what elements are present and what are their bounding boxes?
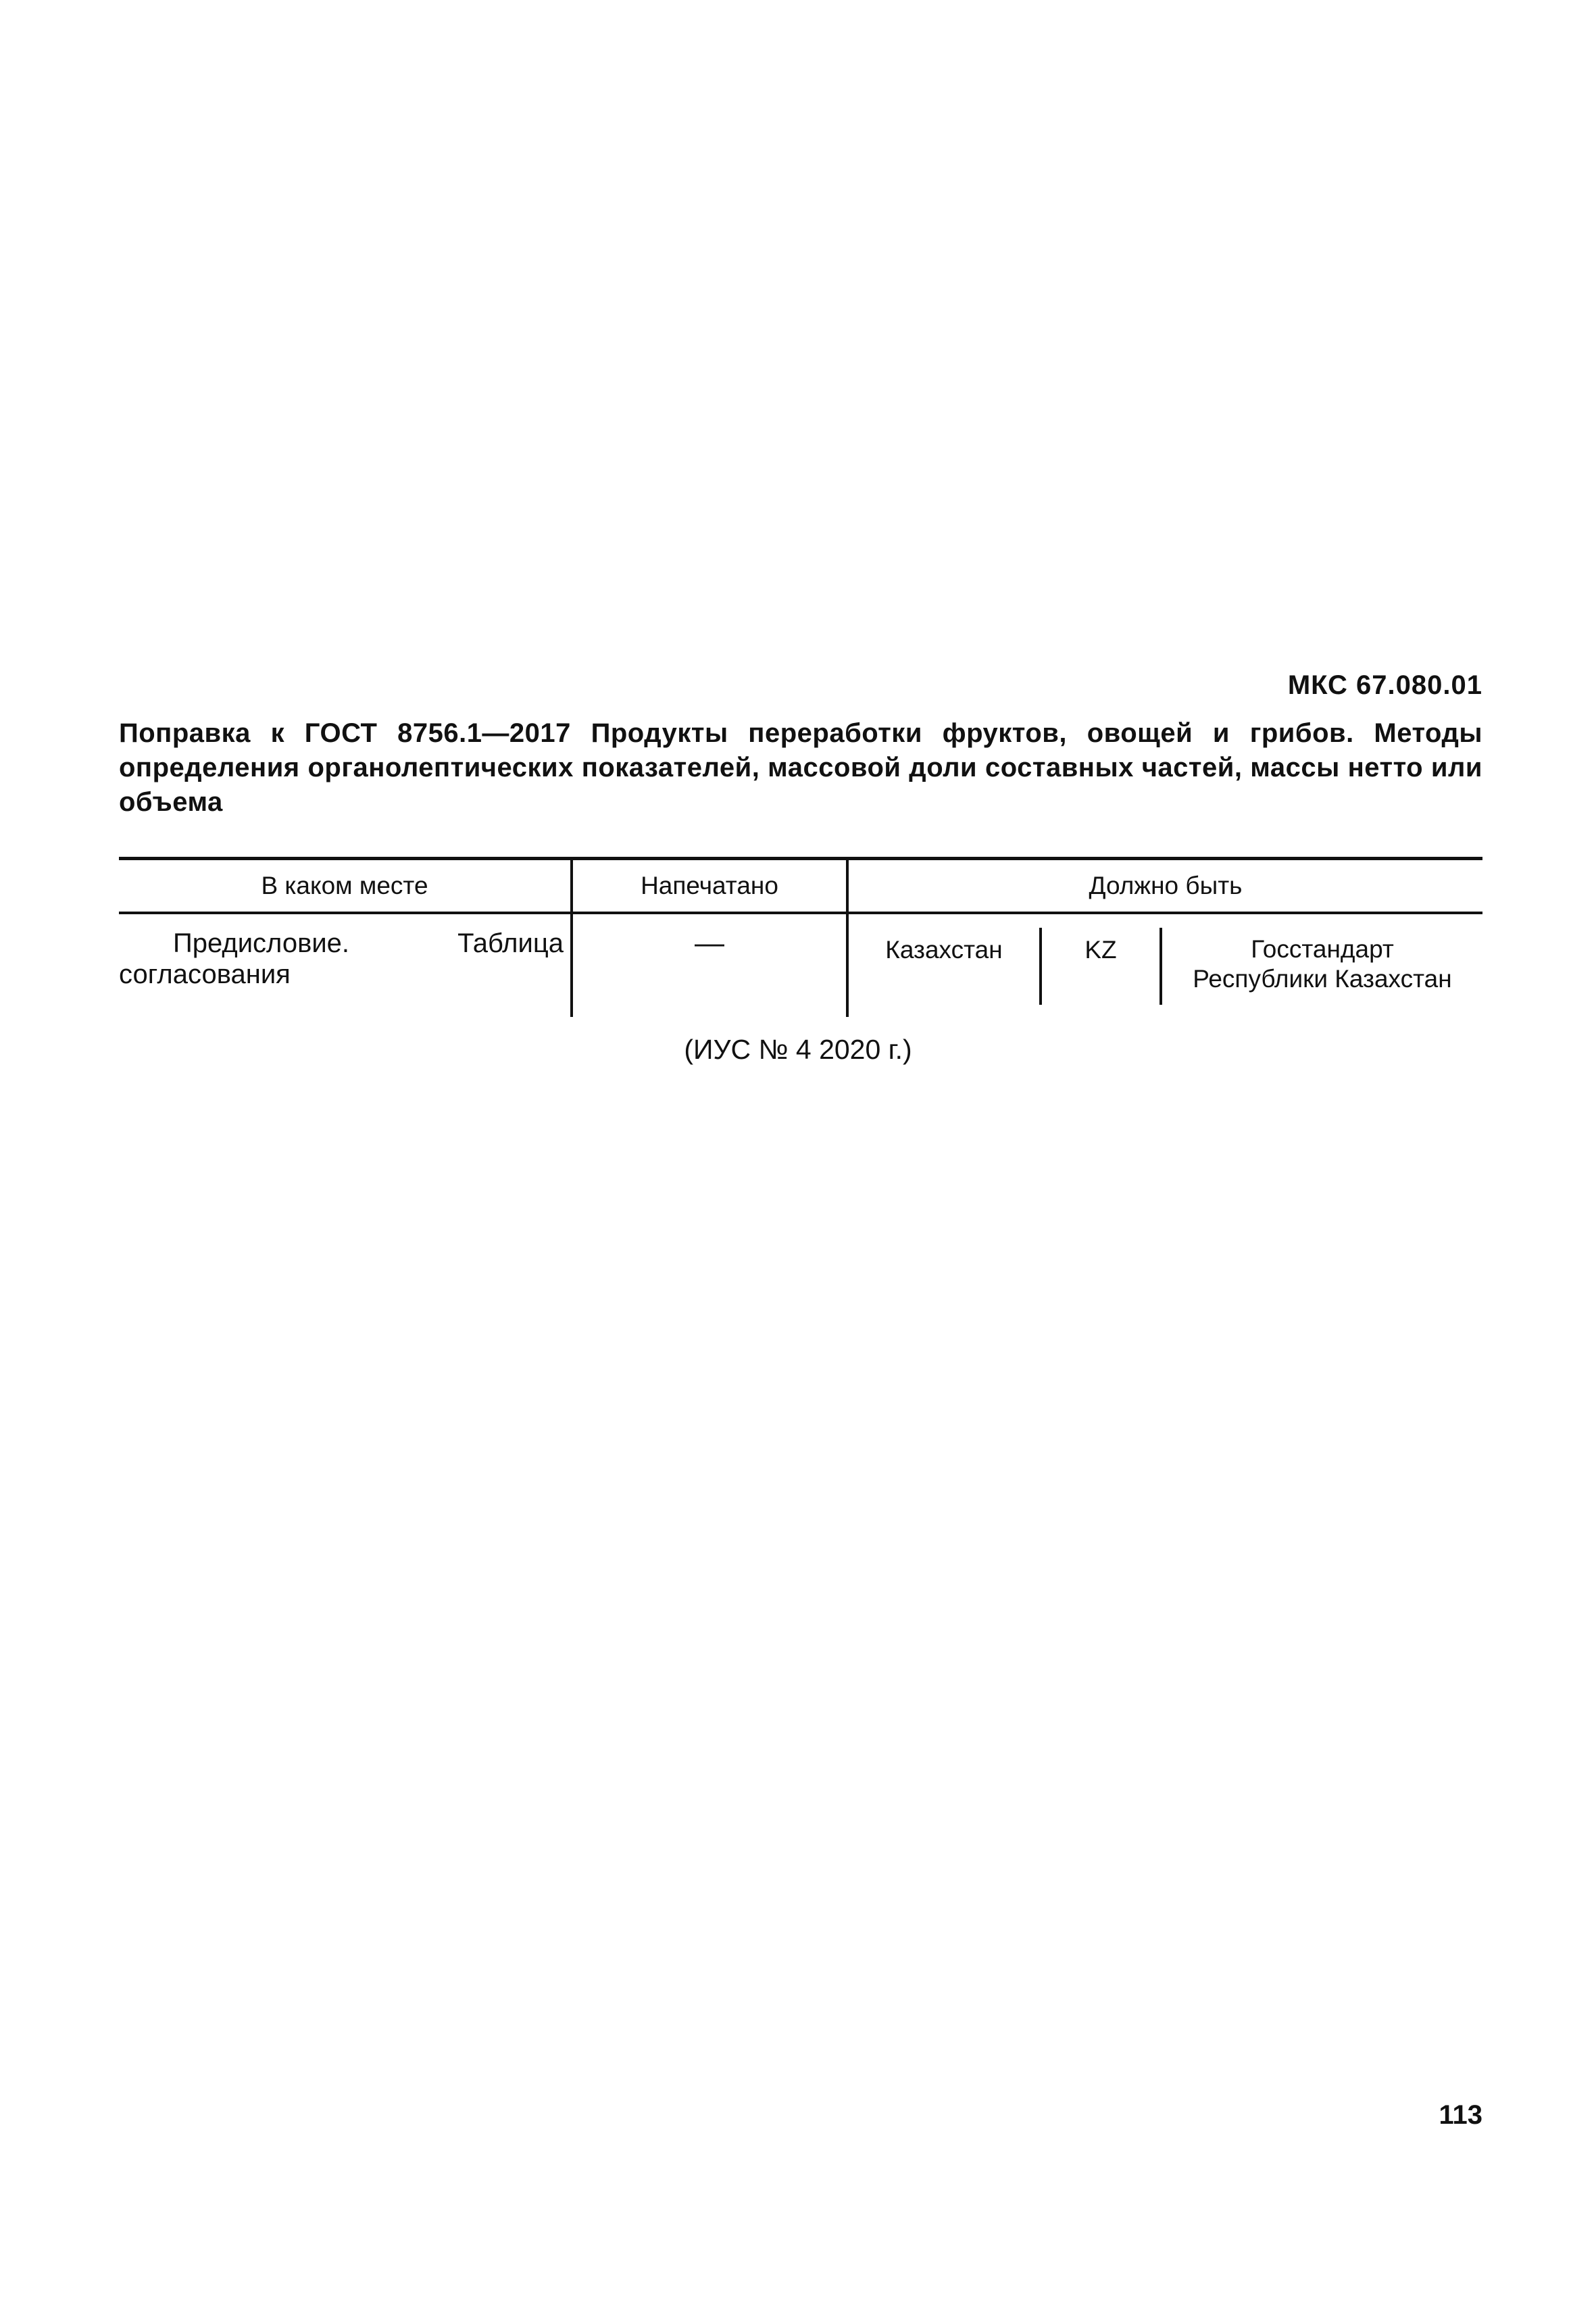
- column-header-where: В каком месте: [119, 859, 572, 914]
- should-be-group: [849, 928, 1482, 1005]
- cell-printed: —: [572, 913, 847, 1017]
- mks-code: МКС 67.080.01: [1287, 670, 1482, 700]
- cell-where: [119, 913, 572, 1017]
- country-name: Казахстан: [885, 936, 1003, 964]
- standards-body-line1: Госстандарт: [1251, 935, 1394, 963]
- where-text: Предисловие. Таблица согласования: [119, 928, 564, 989]
- page-number: 113: [1439, 2100, 1482, 2130]
- document-title: Поправка к ГОСТ 8756.1—2017 Продукты переработки фруктов, овощей и грибов. Методы определения органолептических показателей, массовой доли составных частей, массы нетто или объема: [119, 718, 1482, 817]
- amendment-table: [119, 857, 1482, 1017]
- column-header-should-be: Должно быть: [847, 859, 1482, 914]
- table-row: [119, 913, 1482, 1017]
- cell-should-be: [847, 913, 1482, 1017]
- standards-body-line2: Республики Казахстан: [1193, 965, 1452, 993]
- table-header-row: [119, 859, 1482, 914]
- standards-body: [1162, 928, 1482, 994]
- country-code: KZ: [1039, 928, 1162, 1005]
- column-header-printed: Напечатано: [572, 859, 847, 914]
- ius-reference: (ИУС № 4 2020 г.): [684, 1034, 912, 1065]
